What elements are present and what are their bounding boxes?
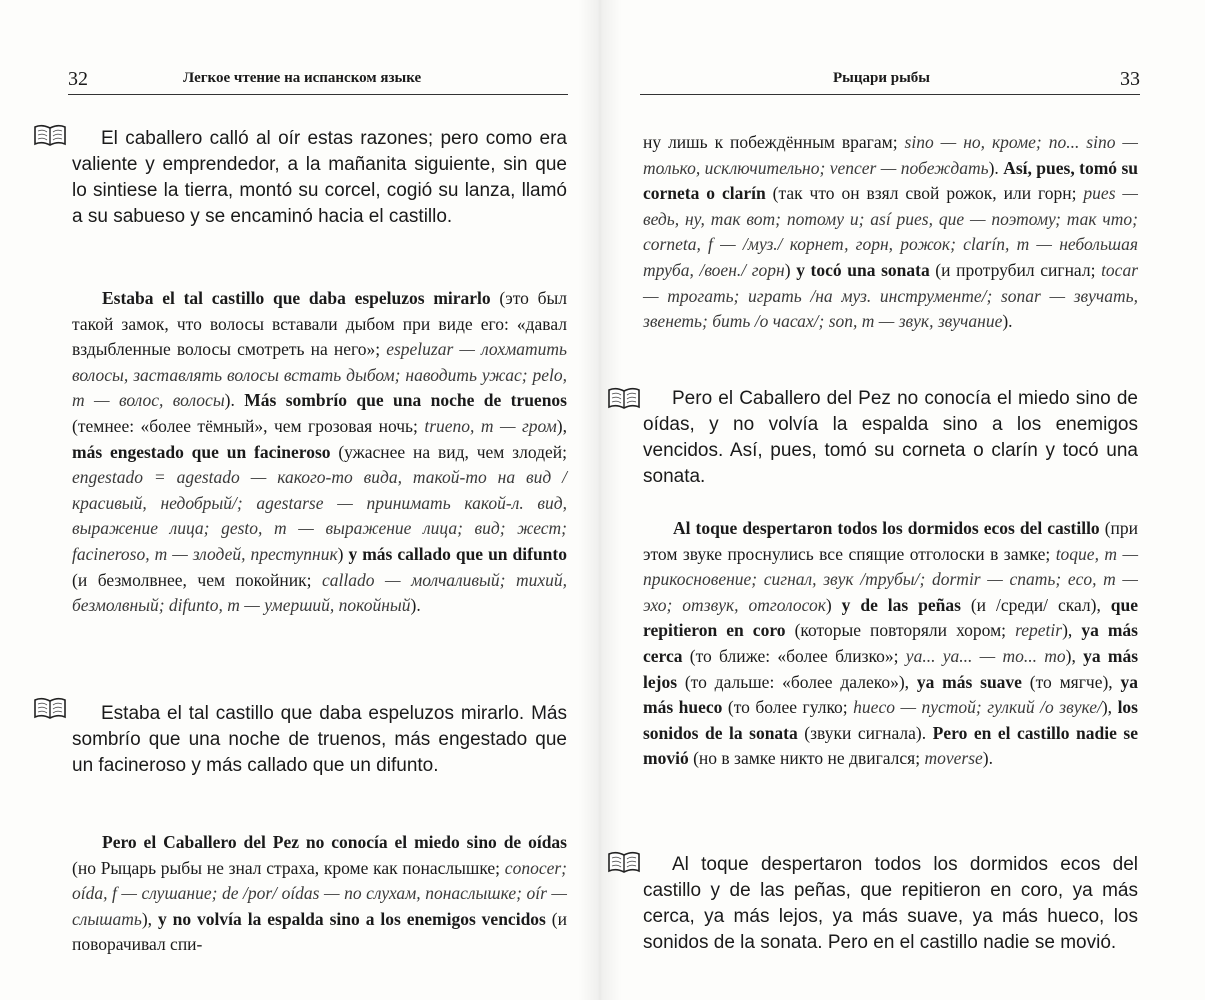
translation: (но Рыцарь рыбы не знал страха, кроме как понаслышке; (72, 857, 505, 878)
spanish-phrase: más engestado que un facineroso (72, 441, 331, 462)
spanish-phrase: y tocó una sonata (796, 259, 930, 280)
punctuation: ). (410, 595, 421, 616)
spanish-paragraph (643, 852, 1138, 956)
spanish-phrase: que repitieron en coro (643, 594, 1138, 641)
left-page (0, 0, 600, 1000)
punctuation: ), (556, 415, 567, 436)
glossary-note: pues — ведь, ну, так вот; потому и; así pues, que — поэтому; так что; corneta, f — /муз./ корнет, горн, рожок; clarín, m — небольшая труба, /воен./ горн (643, 183, 1138, 280)
spanish-phrase: ya más cerca (643, 620, 1138, 666)
glossary-note: hueco — пустой; гулкий /о звуке/ (853, 697, 1102, 718)
translation: (то мягче), (1021, 671, 1121, 692)
punctuation: ) (784, 259, 797, 280)
spanish-text: El caballero calló al oír estas razones; pero como era valiente y emprendedor, a la mañanita siguiente, sin que lo sintiese la tierra, montó su corcel, cogió su lanza, llamó a su sabueso y se encaminó hacia el castillo. (72, 128, 567, 227)
glossary-note: toque, m — прикосновение; сигнал, звук /трубы/; dormir — спать; eco, m — эхо; отзвук, отголосок (643, 543, 1138, 615)
translation: (звуки сигнала). (797, 722, 933, 743)
glossary-note: espeluzar — лохматить волосы, заставлять волосы встать дыбом; наводить ужас; pelo, m — волос, волосы (72, 339, 568, 411)
spanish-phrase: y más callado que un difunto (348, 543, 567, 564)
open-book-icon (34, 697, 66, 719)
translation: (и протрубил сигнал; (929, 259, 1102, 280)
glossary-note: sino — но, кроме; по... sino — только, исключительно; vencer — побеждать (643, 132, 1138, 178)
translation: (и поворачивал спи- (72, 908, 567, 955)
spanish-phrase: los sonidos de la sonata (643, 697, 1138, 743)
punctuation: ), (1065, 645, 1084, 666)
translation: (это был такой замок, что волосы вставали дыбом при виде его: «давал вздыбленные волосы смотреть на него»; (72, 288, 568, 360)
translation: ну лишь к побеждённым врагам; (643, 132, 905, 152)
spanish-phrase: Así, pues, tomó su corneta o clarín (643, 157, 1138, 204)
annotated-paragraph (72, 830, 567, 958)
glossary-note: ya... ya... — то... то (905, 645, 1066, 666)
open-book-icon (608, 851, 640, 873)
glossary-note: tocar — трогать; играть /на муз. инструменте/; sonar — звучать, звенеть; бить /о часах/; son, m — звук, звучание (643, 259, 1139, 332)
spanish-phrase: y de las peñas (841, 594, 961, 615)
page-number: 33 (1120, 68, 1140, 90)
annotated-paragraph (643, 130, 1138, 335)
running-title: Легкое чтение на испанском языке (183, 70, 422, 86)
annotated-paragraph (72, 286, 567, 619)
spanish-phrase: ya más lejos (643, 645, 1139, 692)
punctuation: ). (982, 748, 993, 769)
spanish-phrase: Al toque despertaron todos los dormidos ecos del castillo (673, 518, 1100, 538)
spanish-phrase: Pero el Caballero del Pez no conocía el miedo sino de oídas (102, 832, 567, 852)
glossary-note: repetir (1015, 620, 1063, 641)
spanish-paragraph (72, 126, 567, 230)
punctuation: ) (337, 543, 349, 564)
translation: (при этом звуке проснулись все спящие отголоски в замке; (643, 518, 1139, 564)
translation: (темнее: «более тёмный», чем грозовая ночь; (72, 415, 425, 436)
translation: (которые повторяли хором; (785, 620, 1016, 641)
spanish-phrase: ya más hueco (643, 671, 1138, 718)
punctuation: ). (988, 157, 1004, 178)
translation: (то более гулко; (722, 697, 854, 718)
spanish-paragraph (72, 701, 567, 779)
punctuation: ) (825, 594, 842, 615)
right-page-header (640, 64, 1140, 95)
translation: (и безмолвнее, чем покойник; (72, 569, 322, 590)
open-book-icon (34, 124, 66, 146)
left-page-header (68, 64, 568, 95)
punctuation: ). (224, 390, 245, 411)
glossary-note: callado — молчаливый; тихий, безмолвный; difunto, m — умерший, покойный (72, 569, 567, 616)
running-title: Рыцари рыбы (833, 70, 931, 86)
punctuation: ), (1062, 620, 1082, 641)
spanish-text: Estaba el tal castillo que daba espeluzos mirarlo. Más sombrío que una noche de truenos, más engestado que un facineroso y más callado que un difunto. (72, 703, 567, 776)
right-page (600, 0, 1205, 1000)
glossary-note: engestado = agestado — какого-то вида, такой-то на вид /красивый, недобрый/; agestarse — принимать какой-л. вид, выражение лица; gesto, m — выражение лица; вид; жест; facineroso, m — злодей, преступник (72, 467, 567, 564)
translation: (то ближе: «более близко»; (682, 645, 906, 666)
spanish-phrase: y no volvía la espalda sino a los enemigos vencidos (157, 908, 546, 929)
spanish-phrase: Estaba el tal castillo que daba espeluzos mirarlo (102, 288, 491, 308)
spanish-text: Pero el Caballero del Pez no conocía el miedo sino de oídas, y no volvía la espalda sino a los enemigos vencidos. Así, pues, tomó su corneta o clarín y tocó una sonata. (643, 388, 1138, 487)
punctuation: ), (141, 908, 158, 929)
punctuation: ), (1101, 697, 1118, 718)
spanish-phrase: ya más suave (916, 671, 1022, 692)
glossary-note: moverse (924, 748, 983, 769)
punctuation: ). (1002, 311, 1013, 332)
glossary-note: conocer; oída, f — слушание; de /por/ oídas — по слухам, понаслышке; oír — слышать (72, 857, 567, 929)
translation: (и /среди/ скал), (960, 594, 1111, 615)
annotated-paragraph (643, 516, 1138, 772)
spanish-paragraph (643, 386, 1138, 490)
translation: (то дальше: «более далеко»), (677, 671, 917, 692)
page-number: 32 (68, 68, 88, 90)
open-book-icon (608, 387, 640, 409)
translation: (ужаснее на вид, чем злодей; (330, 441, 567, 462)
spanish-text: Al toque despertaron todos los dormidos ecos del castillo y de las peñas, que repitieron en coro, ya más cerca, ya más lejos, ya más suave, ya más hueco, los sonidos de la sonata. Pero en el castillo nadie se movió. (643, 854, 1138, 953)
glossary-note: trueno, m — гром (424, 415, 557, 436)
translation: (так что он взял свой рожок, или горн; (765, 183, 1084, 204)
spanish-phrase: Pero en el castillo nadie se movió (643, 722, 1139, 769)
translation: (но в замке никто не двигался; (688, 748, 925, 769)
spanish-phrase: Más sombrío que una noche de truenos (244, 390, 567, 411)
